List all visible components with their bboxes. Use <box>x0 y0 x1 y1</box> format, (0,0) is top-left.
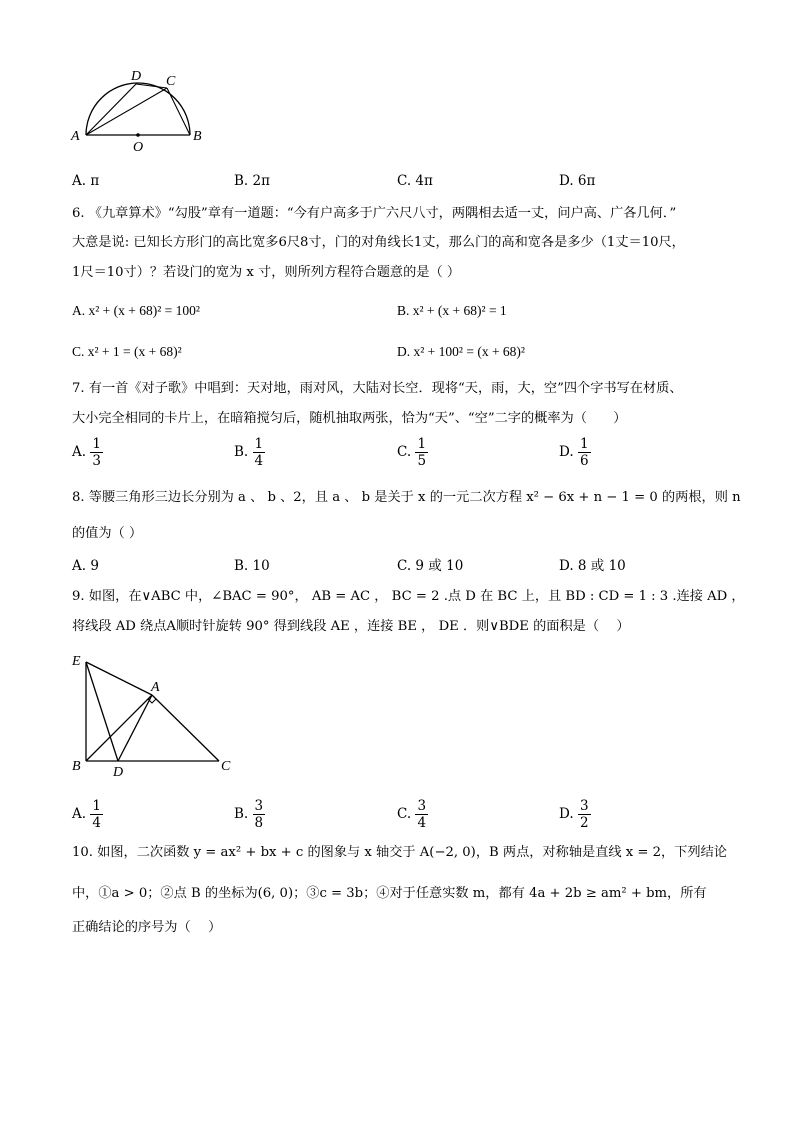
label-a: A <box>151 680 160 695</box>
q9-option-a-den: 4 <box>92 815 101 831</box>
semicircle-figure <box>68 66 218 156</box>
label-c: C <box>221 759 231 774</box>
q7-option-d-den: 6 <box>579 453 589 469</box>
q7-option-d <box>559 436 591 469</box>
q9-option-c <box>397 798 428 831</box>
q9-option-b-num: 3 <box>254 798 264 814</box>
q6-line-3: 1尺＝10寸）？若设门的宽为 x 寸，则所列方程符合题意的是（ ） <box>72 265 461 280</box>
q6-option-c: C. x² + 1 = (x + 68)² <box>72 344 182 359</box>
segment-ed <box>86 662 118 761</box>
q6-option-a: A. x² + (x + 68)² = 100² <box>72 303 200 318</box>
label-a: A <box>71 129 80 144</box>
triangle-rotation-figure <box>66 648 246 778</box>
q9-option-a-label: A. <box>72 806 87 822</box>
q9-line-1: 9. 如图，在∨ABC 中，∠BAC = 90°， AB = AC ， BC = 2 .点 D 在 BC 上，且 BD : CD = 1 : 3 .连接 AD ， <box>72 589 745 604</box>
q7-option-b-num: 1 <box>254 436 264 452</box>
q9-option-d-den: 2 <box>579 815 589 831</box>
q7-line-1: 7. 有一首《对子歌》中唱到：天对地，雨对风，大陆对长空．现将“天，雨，大，空”四个字书写在材质、 <box>72 381 683 396</box>
q9-option-b <box>234 798 265 831</box>
q7-option-d-label: D. <box>559 444 574 460</box>
label-e: E <box>72 654 81 669</box>
q9-option-d <box>559 798 591 831</box>
label-d: D <box>113 765 124 778</box>
q7-option-b-label: B. <box>234 444 249 460</box>
q9-option-c-den: 4 <box>417 815 427 831</box>
q5-option-d: D. 6π <box>559 173 596 189</box>
q9-option-d-num: 3 <box>579 798 589 814</box>
center-point-o <box>136 133 140 137</box>
q5-option-a: A. π <box>72 173 100 189</box>
q7-option-c-label: C. <box>397 444 412 460</box>
label-d: D <box>131 69 142 84</box>
q9-option-c-num: 3 <box>417 798 427 814</box>
q5-option-c: C. 4π <box>397 173 433 189</box>
q9-option-a-num: 1 <box>92 798 101 814</box>
q6-option-d: D. x² + 100² = (x + 68)² <box>397 344 525 359</box>
q9-line-2: 将线段 AD 绕点A顺时针旋转 90° 得到线段 AE ，连接 BE ， DE ．则∨BDE 的面积是（ ） <box>72 619 630 634</box>
q6-option-b: B. x² + (x + 68)² = 1 <box>397 303 507 318</box>
q7-option-a <box>72 436 103 469</box>
label-c: C <box>166 74 176 89</box>
q8-option-a: A. 9 <box>72 558 99 574</box>
q7-option-c-num: 1 <box>417 436 427 452</box>
q9-option-d-label: D. <box>559 806 574 822</box>
q10-line-3: 正确结论的序号为（ ） <box>72 920 222 935</box>
segment-ac <box>152 695 219 761</box>
q7-option-c-den: 5 <box>417 453 427 469</box>
q7-option-a-label: A. <box>72 444 87 460</box>
chord-ad <box>86 84 136 135</box>
chord-ac <box>86 88 167 135</box>
q8-line-2: 的值为（ ） <box>72 526 143 541</box>
segment-ad <box>118 695 152 761</box>
q9-option-a <box>72 798 103 831</box>
q8-option-d: D. 8 或 10 <box>559 558 626 574</box>
q5-option-b: B. 2π <box>234 173 270 189</box>
q7-option-b-den: 4 <box>254 453 264 469</box>
q9-option-b-den: 8 <box>254 815 264 831</box>
q10-line-1: 10. 如图，二次函数 y = ax² + bx + c 的图象与 x 轴交于 A(−2, 0)，B 两点，对称轴是直线 x = 2，下列结论 <box>72 845 727 860</box>
q7-option-c <box>397 436 428 469</box>
q7-line-2: 大小完全相同的卡片上，在暗箱搅匀后，随机抽取两张，恰为“天”、“空”二字的概率为（ ） <box>72 411 627 426</box>
segment-ab <box>86 695 152 761</box>
q7-option-a-den: 3 <box>92 453 101 469</box>
chord-cb <box>167 88 190 135</box>
q6-line-1: 6. 《九章算术》“勾股”章有一道题：“今有户高多于广六尺八寸，两隅相去适一丈，问户高、广各几何．” <box>72 206 677 221</box>
label-o: O <box>133 140 144 155</box>
q6-line-2: 大意是说: 已知长方形门的高比宽多6尺8寸，门的对角线长1丈，那么门的高和宽各是多少（1丈＝10尺， <box>72 235 685 250</box>
q9-option-b-label: B. <box>234 806 249 822</box>
q8-option-c: C. 9 或 10 <box>397 558 464 574</box>
q8-line-1: 8. 等腰三角形三边长分别为 a 、 b 、2，且 a 、 b 是关于 x 的一元二次方程 x² − 6x + n − 1 = 0 的两根，则 n <box>72 490 741 505</box>
label-b: B <box>193 129 202 144</box>
segment-ea <box>86 662 152 695</box>
semicircle-arc <box>86 83 190 135</box>
q7-option-b <box>234 436 265 469</box>
q7-option-d-num: 1 <box>579 436 589 452</box>
q10-line-2: 中，①a > 0；②点 B 的坐标为(6, 0)；③c = 3b；④对于任意实数 m，都有 4a + 2b ≥ am² + bm，所有 <box>72 886 707 901</box>
q7-option-a-num: 1 <box>92 436 101 452</box>
q9-option-c-label: C. <box>397 806 412 822</box>
label-b: B <box>72 759 81 774</box>
q8-option-b: B. 10 <box>234 558 270 574</box>
